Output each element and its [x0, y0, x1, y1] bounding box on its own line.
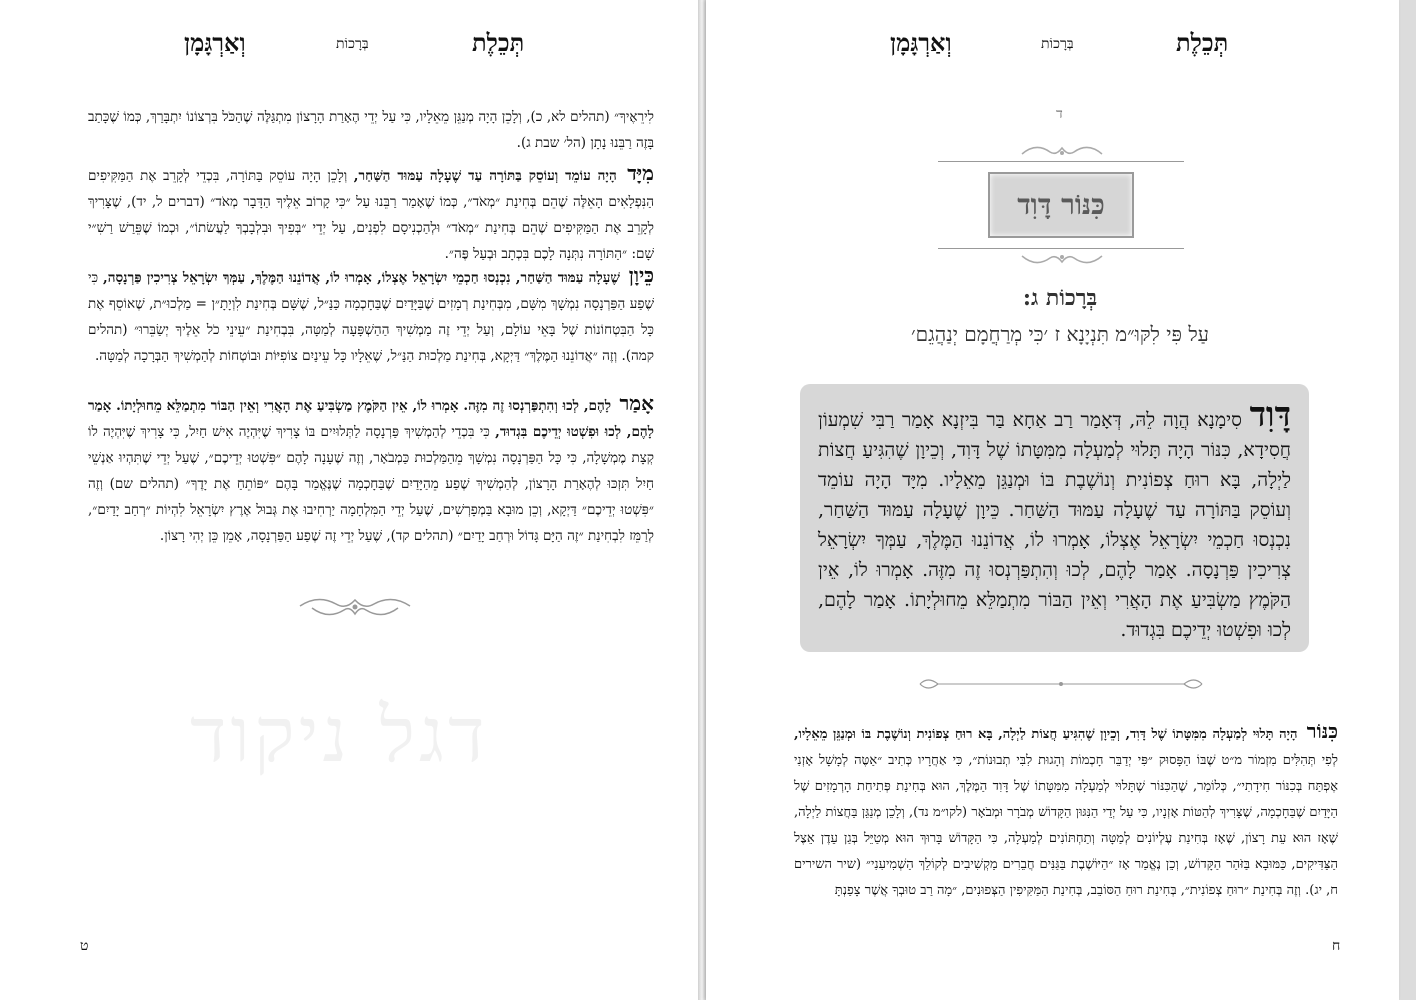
page-number: ח — [1332, 938, 1341, 954]
section-source: עַל פִּי לִקּוּ״מ תִּנְיָנָא ז ׳כִּי מְרַחֲמָם יְנַהֲגֵם׳ — [911, 322, 1209, 346]
page-edge — [1399, 0, 1416, 1000]
running-header — [0, 28, 698, 68]
gemara-text: סִימָנָא הֲוָה לֵהּ, דְּאָמַר רַב אַחָא בַּר בִּיזְנָא אָמַר רַבִּי שִׁמְעוֹן חֲסִידָא, כִּנּוֹר הָיָה תָּלוּי לְמַעְלָה מִמִּטָּתוֹ שֶׁל דָּוִד, וְכֵיוָן שֶׁהִגִּיעַ חֲצוֹת לַיְלָה, בָּא רוּחַ צְפוֹנִית וְנוֹשֶׁבֶת בּוֹ וּמְנַגֵּן מֵאֵלָיו. מִיָּד הָיָה עוֹמֵד וְעוֹסֵק בַּתּוֹרָה עַד שֶׁעָלָה עַמּוּד הַשַּׁחַר. כֵּיוָן שֶׁעָלָה עַמּוּד הַשַּׁחַר, נִכְנְסוּ חַכְמֵי יִשְׂרָאֵל אֶצְלוֹ, אָמְרוּ לוֹ, אֲדוֹנֵנוּ הַמֶּלֶךְ, עַמְּךָ יִשְׂרָאֵל צְרִיכִין פַּרְנָסָה. אָמַר לָהֶם, לְכוּ וְהִתְפַּרְנְסוּ זֶה מִזֶּה. אָמְרוּ לוֹ, אֵין הַקֹּמֶץ מַשְׂבִּיעַ אֶת הָאֲרִי וְאֵין הַבּוֹר מִתְמַלֵּא מֵחוּלְיָתוֹ. אָמַר לָהֶם, לְכוּ וּפִשְׁטוּ יְדֵיכֶם בִּגְדוּד. — [818, 409, 1291, 641]
book-spine — [698, 0, 706, 1000]
gemara-text-box — [800, 384, 1309, 652]
paragraph-lead-word: כִּנּוֹר — [1306, 719, 1338, 743]
paragraph-kinor: כִּנּוֹר הָיָה תָּלוּי לְמַעְלָה מִמִּטָּתוֹ שֶׁל דָּוִד, וְכֵיוָן שֶׁהִגִּיעַ חֲצוֹת לַיְלָה, בָּא רוּחַ צְפוֹנִית וְנוֹשֶׁבֶת בּוֹ וּמְנַגֵּן מֵאֵלָיו, לְפִי תְּהִלִּים מִזְמוֹר מ״ט שֶׁבּוֹ הַפָּסוּק ״פִּי יְדַבֵּר חָכְמוֹת וְהָגוּת לִבִּי תְבוּנוֹת״, כִּי אַחֲרָיו כְּתִיב ״אַטֶּה לְמָשָׁל אָזְנִי אֶפְתַּח בְּכִנּוֹר חִידָתִי״, כְּלוֹמַר, שֶׁהַכִּנּוֹר שֶׁתָּלוּי לְמַעְלָה מִמִּטָּתוֹ שֶׁל דָּוִד הַמֶּלֶךְ, הוּא בְּחִינַת פְּתִיחַת הָרְמָזִים שֶׁל הַיָּדַיִם שֶׁבַּחָכְמָה, שֶׁצָּרִיךְ לְהַטּוֹת אָזְנָיו, כִּי עַל יְדֵי הַנִּגּוּן הַקָּדוֹשׁ מְבֹרָר וּמְבֹאָר (לקו״מ נד), וְלָכֵן מְנַגֵּן בַּחֲצוֹת לַיְלָה, שֶׁאָז הוּא עֵת רָצוֹן, שֶׁאָז בְּחִינַת עֶלְיוֹנִים לְמַטָּה וְתַחְתּוֹנִים לְמַעְלָה, כִּי הַקָּדוֹשׁ בָּרוּךְ הוּא מְטַיֵּל בְּגַן עֵדֶן אֵצֶל הַצַּדִּיקִים, כַּמּוּבָא בַּזֹּהַר הַקָּדוֹשׁ, וְכֵן נֶאֱמַר אָז ״הַיּוֹשֶׁבֶת בַּגַּנִּים חֲבֵרִים מַקְשִׁיבִים לְקוֹלֵךְ הַשְׁמִיעִנִי״ (שיר השירים ח, יג). וְזֶה בְּחִינַת ״רוּחַ צְפוֹנִית״, בְּחִינַת רוּחַ הַסּוֹבֵב, בְּחִינַת הַמַּקִּיפִין הַצְּפוּנִים, ״מָה רַב טוּבְךָ אֲשֶׁר צָפַנְתָּ — [794, 719, 1338, 898]
section-letter: ד — [1056, 106, 1063, 122]
flourish-divider — [918, 674, 1204, 694]
paragraph-continuation: לִירֵאֶיךָ״ (תהלים לא, כ), וְלָכֵן הָיָה מְנַגֵּן מֵאֵלָיו, כִּי עַל יְדֵי הֶאָרַת הָרָצוֹן מִתְגַּלֶּה שֶׁהַכֹּל בִּרְצוֹנוֹ יִתְבָּרַךְ, כְּמוֹ שֶׁכָּתַב בָּזֶה רַבֵּנוּ נָתָן (הל׳ שבת ג). — [88, 109, 654, 151]
section-title-box: כִּנּוֹר דָּוִד — [988, 172, 1134, 238]
header-title-center: בְּרָכוֹת — [1041, 36, 1074, 52]
paragraph-amar: אָמַר לָהֶם, לְכוּ וְהִתְפַּרְנְסוּ זֶה מִזֶּה. אָמְרוּ לוֹ, אֵין הַקֹּמֶץ מַשְׂבִּיעַ אֶת הָאֲרִי וְאֵין הַבּוֹר מִתְמַלֵּא מֵחוּלְיָתוֹ. אָמַר לָהֶם, לְכוּ וּפִשְׁטוּ יְדֵיכֶם בִּגְדוּד, כִּי בִּכְדֵי לְהַמְשִׁיךְ פַּרְנָסָה לַתְּלוּיִים בּוֹ צָרִיךְ שֶׁיִּהְיֶה אִישׁ חַיִל, כִּי צָרִיךְ שֶׁיִּהְיֶה לוֹ קְצָת מֶמְשָׁלָה, כִּי כָּל הַפַּרְנָסָה נִמְשָׁךְ מֵהַמַּלְכוּת כַּמְבֹאָר, וְזֶה שֶׁעָנָה לָהֶם ״פִּשְׁטוּ יְדֵיכֶם״, שֶׁעַל יְדֵי שֶׁתִּהְיוּ אַנְשֵׁי חַיִל תִּזְכּוּ לְהֶאָרַת הָרָצוֹן, לְהַמְשִׁיךְ שֶׁפַע מֵהַיָּדַיִם שֶׁבַּחָכְמָה שֶׁנֶּאֱמַר בָּהֶם ״פּוֹתֵחַ אֶת יָדֶךָ״ (תהלים שם) וְזֶה ״פִּשְׁטוּ יְדֵיכֶם״ דַּיְקָא, וְכֵן מוּבָא בַּמְפָרְשִׁים, שֶׁעַל יְדֵי הַמִּלְחָמָה יַרְחִיבוּ אֶת גְּבוּל אֶרֶץ יִשְׂרָאֵל לִהְיוֹת ״רְחַב יָדַיִם״, לְרַמֵּז לִבְחִינַת ״זֶה הַיָּם גָּדוֹל וּרְחַב יָדַיִם״ (תהלים קד), שֶׁעַל יְדֵי זֶה שֶׁפַע הַפַּרְנָסָה, אָמֵן כֵּן יְהִי רָצוֹן. — [88, 391, 654, 544]
header-title-right: תְּכֵלֶת — [1176, 28, 1229, 57]
watermark: דגל ניקוד — [190, 690, 489, 779]
left-page — [0, 0, 698, 1000]
gemara-lead-word: דָּוִד — [1249, 395, 1291, 435]
paragraph-lead-word: אָמַר — [619, 391, 654, 415]
paragraph-miyad: מִיָּד הָיָה עוֹמֵד וְעוֹסֵק בַּתּוֹרָה עַד שֶׁעָלָה עַמּוּד הַשַּׁחַר, וְלָכֵן הָיָה עוֹסֵק בַּתּוֹרָה, בִּכְדֵי לְקָרֵב אֶת הַמַּקִּיפִים הַנִּפְלָאִים הָאֵלֶּה שֶׁהֵם בְּחִינַת ״מְאֹד״, כְּמוֹ שֶׁאָמַר רַבֵּנוּ עַל ״כִּי קָרוֹב אֵלֶיךָ הַדָּבָר מְאֹד״ (דברים ל, יד), שֶׁצָּרִיךְ לְקָרֵב אֶת הַמַּקִּיפִים שֶׁהֵם בְּחִינַת ״מְאֹד״ וּלְהַכְנִיסָם לִפְנִים, עַל יְדֵי ״בְּפִיךָ וּבִלְבָבְךָ לַעֲשׂתוֹ״, וּכְמוֹ שֶׁפֵּרַשׁ רַשִׁ״י שָׁם: ״הַתּוֹרָה נִתְּנָה לָכֶם בִּכְתָב וּבְעַל פֶּה״. — [88, 161, 655, 262]
section-subtitle: בְּרָכוֹת ג: — [1022, 285, 1098, 311]
header-title-right: תְּכֵלֶת — [472, 28, 525, 57]
subtitle-area — [806, 0, 1314, 400]
paragraph-lead-word: כֵּיוָן — [628, 263, 655, 287]
page-number: ט — [80, 938, 89, 954]
header-title-left: וְאַרְגָּמָן — [890, 28, 952, 57]
paragraph-keivan: כֵּיוָן שֶׁעָלָה עַמּוּד הַשַּׁחַר, נִכְנְסוּ חַכְמֵי יִשְׂרָאֵל אֶצְלוֹ, אָמְרוּ לוֹ, אֲדוֹנֵנוּ הַמֶּלֶךְ, עַמְּךָ יִשְׂרָאֵל צְרִיכִין פַּרְנָסָה, כִּי שֶׁפַע הַפַּרְנָסָה נִמְשָׁךְ מִשָּׁם, מִבְּחִינַת רְמָזִים שֶׁבַּיָּדַיִם שֶׁבַּחָכְמָה כַּנַּ״ל, שֶׁשָּׁם בְּחִינַת לִוְיָתָ״ן = מַלְכוּ״ת, שֶׁאוֹסֵף אֶת כָּל הַבִּטְחוֹנוֹת שֶׁל בָּאֵי עוֹלָם, וְעַל יְדֵי זֶה מַמְשִׁיךְ הַהַשְׁפָּעָה לְמַטָּה, בִּבְחִינַת ״עֵינֵי כֹל אֵלֶיךָ יְשַׂבֵּרוּ״ (תהלים קמה). וְזֶה ״אֲדוֹנֵנוּ הַמֶּלֶךְ״ דַּיְקָא, בְּחִינַת מַלְכוּת הַנַּ״ל, שֶׁאֵלָיו כָּל עֵינַיִם צוֹפִיּוֹת וּבוֹטְחוֹת לְהַמְשִׁיךְ הַבְּרָכָה לְמַטָּה. — [88, 263, 655, 364]
flourish-ornament — [298, 590, 412, 624]
paragraph-lead-word: מִיָּד — [627, 161, 655, 185]
header-title-center: בְּרָכוֹת — [336, 36, 369, 52]
header-title-left: וְאַרְגָּמָן — [184, 28, 246, 57]
